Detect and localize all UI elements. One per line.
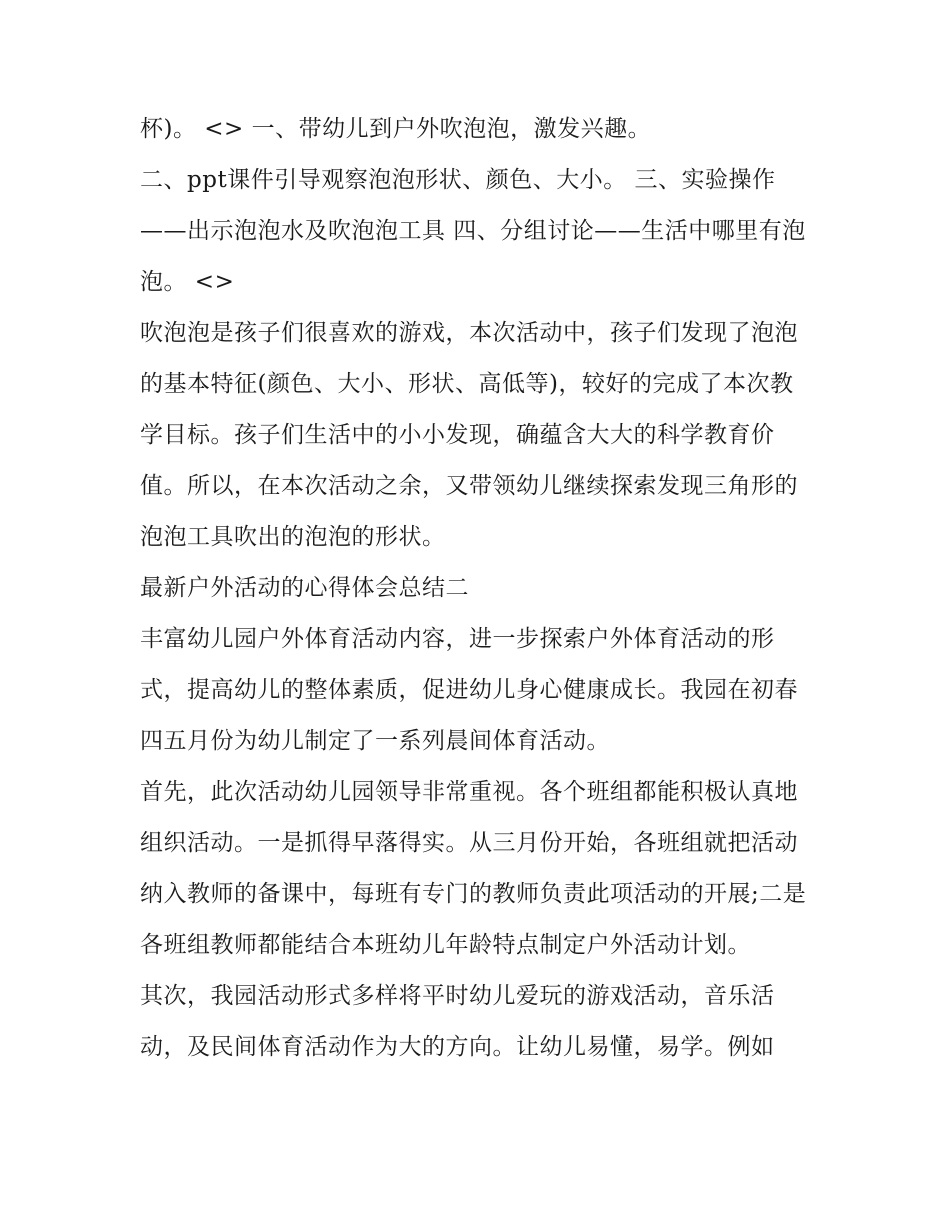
section-heading: 最新户外活动的心得体会总结二 — [140, 575, 469, 601]
paragraph-activity-steps: 二、ppt课件引导观察泡泡形状、颜色、大小。 三、实验操作——出示泡泡水及吹泡泡工具 四、分组讨论——生活中哪里有泡泡。 <> — [140, 167, 806, 295]
paragraph-intro: 丰富幼儿园户外体育活动内容，进一步探索户外体育活动的形式，提高幼儿的整体素质，促进幼儿身心健康成长。我园在初春四五月份为幼儿制定了一系列晨间体育活动。 — [140, 626, 798, 754]
document-body — [140, 104, 816, 1073]
paragraph-first: 首先，此次活动幼儿园领导非常重视。各个班组都能积极认真地组织活动。一是抓得早落得实。从三月份开始，各班组就把活动纳入教师的备课中，每班有专门的教师负责此项活动的开展;二是各班组教师都能结合本班幼儿年龄特点制定户外活动计划。 — [140, 779, 807, 958]
paragraph-second: 其次，我园活动形式多样将平时幼儿爱玩的游戏活动，音乐活动，及民间体育活动作为大的方向。让幼儿易懂，易学。例如 — [140, 983, 775, 1060]
paragraph-activity-steps-end: 杯)。 <> 一、带幼儿到户外吹泡泡，激发兴趣。 — [140, 116, 652, 142]
paragraph-bubble-reflection: 吹泡泡是孩子们很喜欢的游戏，本次活动中，孩子们发现了泡泡的基本特征(颜色、大小、形状、高低等)，较好的完成了本次教学目标。孩子们生活中的小小发现，确蕴含大大的科学教育价值。所以，在本次活动之余，又带领幼儿继续探索发现三角形的泡泡工具吹出的泡泡的形状。 — [140, 320, 798, 550]
